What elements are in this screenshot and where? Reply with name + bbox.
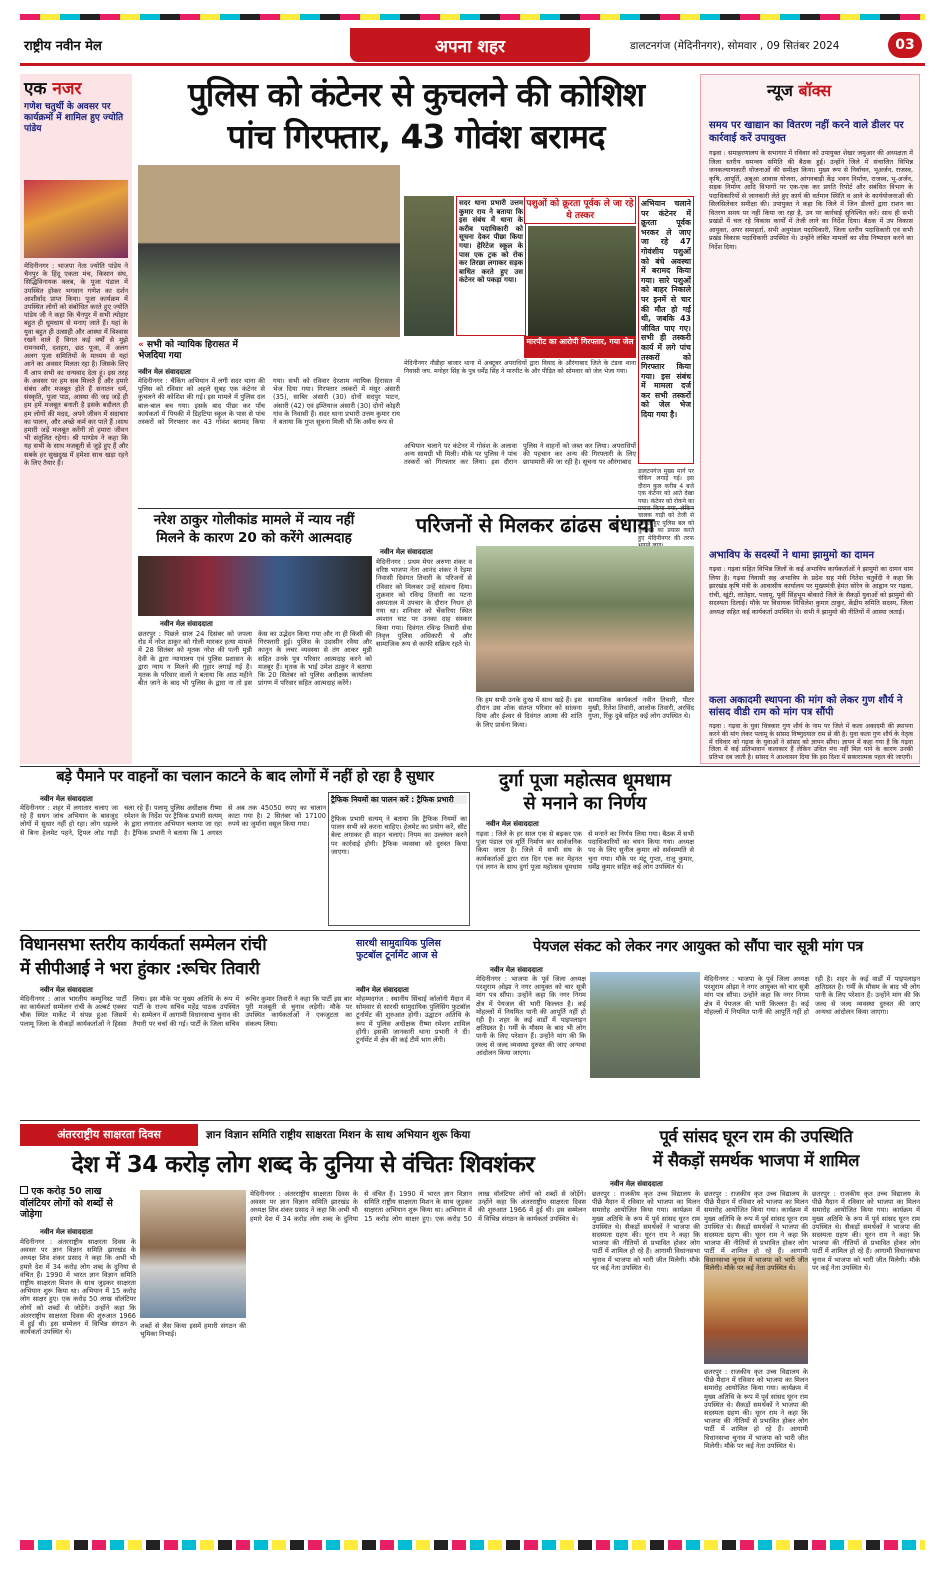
- saksharta-side-title: [20, 1186, 130, 1221]
- peyjal-body-2: मेदिनीनगर : भाजपा के पूर्व जिला अध्यक्ष परशुराम ओझा ने नगर आयुक्त को चार सूत्री मांग पत्र सौंपा। उन्होंने कहा कि नगर निगम क्षेत्र में पेयजल की भारी किल्लत है। कई मोहल्लों में नियमित पानी की आपूर्ति नहीं हो रही है। शहर के कई वार्डों में पाइपलाइन क्षतिग्रस्त है। गर्मी के मौसम के बाद भी लोग पानी के लिए परेशान हैं। उन्होंने मांग की कि जल्द से जल्द व्यवस्था दुरुस्त की जाए अन्यथा आंदोलन किया जाएगा।: [704, 975, 920, 1016]
- vahan-box: [328, 792, 470, 926]
- parijan-col2: कि हम सभी उनके दुःख में साथ खड़े हैं। इस दौरान उस शोक संतप्त परिवार को सांत्वना दिया और ईश्वर से दिवंगत आत्मा की शांति के लिए प्रार्थना किया।: [476, 696, 582, 729]
- peyjal-body: मेदिनीनगर : भाजपा के पूर्व जिला अध्यक्ष परशुराम ओझा ने नगर आयुक्त को चार सूत्री मांग पत्र सौंपा। उन्होंने कहा कि नगर निगम क्षेत्र में पेयजल की भारी किल्लत है। कई मोहल्लों में नियमित पानी की आपूर्ति नहीं हो रही है। शहर के कई वार्डों में पाइपलाइन क्षतिग्रस्त है। गर्मी के मौसम के बाद भी लोग पानी के लिए परेशान हैं। उन्होंने मांग की कि जल्द से जल्द व्यवस्था दुरुस्त की जाए अन्यथा आंदोलन किया जाएगा।: [476, 975, 586, 1057]
- ek-nazar-head: [24, 76, 81, 99]
- lead-photo-caption-text: सभी को न्यायिक हिरासत में भेजदिया गया: [138, 340, 238, 361]
- vahan-box-body: ट्रैफिक प्रभारी सत्यम् ने बताया कि ट्रैफिक नियमों का पालन सभी को करना चाहिए। हेलमेट का प्रयोग करें, सीट बेल्ट लगाकर ही वाहन चलाएं। नियम का उल्लंघन करने पर कार्रवाई होगी। ट्रैफिक व्यवस्था को दुरुस्त किया जाएगा।: [331, 815, 467, 856]
- ghuran-body-3: छतरपुर : राजकीय कृत उच्च विद्यालय के पीछे मैदान में रविवार को भाजपा का मिलन समारोह आयोजित किया गया। कार्यक्रम में मुख्य अतिथि के रूप में पूर्व सांसद घूरन राम उपस्थित थे। सैकड़ों समर्थकों ने भाजपा की सदस्यता ग्रहण की। घूरन राम ने कहा कि भाजपा की नीतियों से प्रभावित होकर लोग पार्टी में शामिल हो रहे हैं। आगामी विधानसभा चुनाव में भाजपा को भारी जीत मिलेगी। मौके पर कई नेता उपस्थित थे।: [812, 1190, 920, 1272]
- lead-photo: [138, 165, 400, 337]
- durga-body: गढ़वा : जिले के हर साल एक से बढ़कर एक पूजा पंडाल एवं मूर्ति निर्माण कर सार्वजनिक किया जाता है। जिले में सभी संघ के कार्यकर्ताओं द्वारा रात दिन एक कर मेहनत एवं लगन के साथ दुर्गा पूजा महोत्सव धूमधाम से मनाने का निर्णय लिया गया। बैठक में सभी पदाधिकारियों का चयन किया गया। अध्यक्ष पद के लिए सुनील कुमार को सर्वसम्मति से चुना गया। मौके पर मंटू गुप्ता, राजू कुमार, धर्मेंद्र कुमार सहित कई लोग उपस्थित थे।: [476, 830, 694, 871]
- page-number: 03: [888, 32, 922, 58]
- lead-byline: नवीन मेल संवाददाता: [138, 368, 191, 376]
- parijan-headline: परिजनों से मिलकर ढांढस बंधाया: [415, 513, 655, 537]
- parijan-byline: नवीन मेल संवाददाता: [380, 548, 433, 556]
- ek-nazar-body: मेदिनीनगर : भाजपा नेता ज्योति पांडेय ने चैनपुर के हिंदू एकता मंच, किसान संघ, सिद्धिविनायक क्लब, के पूजा पंडाल में उपस्थित होकर भगवान गणेश का दर्शन आशीर्वाद प्राप्त किया। पूजा कार्यक्रम में उपस्थित लोगों को संबोधित करते हुए ज्योति पांडेय जी ने कहा कि चैनपुर में सभी त्योहार बहुत ही धूमधाम से मनाए जाते हैं। यहां के युवा बहुत ही उत्साही और आस्था में विश्वास रखने वाले हैं विगत कई वर्षों से मुझे रामनवमी, दशहरा, छठ पूजा, में अलग अलग पूजा समितियों के माध्यम से यहां आने का अवसर मिलता रहा है। जिसके लिए मैं आप सभी का धन्यवाद देता हूं। इस तरह के अवसर पर हम सब मिलते हैं और हमारे संबंध और मजबूत होते हैं सनातन धर्म, संस्कृति, पूजा पाठ, आस्था की जड़ जड़ें ही हम हमें मजबूत बनाती है इसके बदौलत ही हम लोगों की मदद, अपने जीवन में सदाचार का पालन, और अच्छे कर्म कर पाते हैं ।साथ हमारी जड़ें मजबूत करेंगी तो हमारा जीवन भी संतुलित रहेगा। श्री पाण्डेय ने कहा कि यह सभी के साथ मजबूती से जुड़े हुए हैं और सबके हर सुखदुख में हमेशा साथ खड़ा रहने के लिए तैयार हैं।: [24, 262, 128, 467]
- ek-nazar-title: गणेश चतुर्थी के अवसर पर कार्यक्रमों में शामिल हुए ज्योति पांडेय: [24, 102, 124, 134]
- vidhan-body: मेदिनीनगर : आज भारतीय कम्युनिस्ट पार्टी का कार्यकर्ता सम्मेलन रांची के अल्बर्ट एक्का चौक स्थित मार्केट में संपन्न हुआ जिसमें पलामू जिला के सैकड़ों कार्यकर्ताओं ने हिस्सा लिया। इस मौके पर मुख्य अतिथि के रूप में पार्टी के राज्य सचिव महेंद्र पाठक उपस्थित थे। सम्मेलन में आगामी विधानसभा चुनाव की तैयारी पर चर्चा की गई। पार्टी के जिला सचिव रूचिर कुमार तिवारी ने कहा कि पार्टी इस बार पूरी मजबूती से चुनाव लड़ेगी। मौके पर उपस्थित कार्यकर्ताओं ने एकजुटता का संकल्प लिया।: [20, 995, 352, 1028]
- lead-red-caption: [524, 336, 636, 358]
- ek-nazar-word1: एक: [24, 79, 47, 99]
- naresh-headline-1: नरेश ठाकुर गोलीकांड मामले में न्याय नहीं: [153, 512, 355, 528]
- lead-inset-left: [456, 196, 526, 336]
- football-body: मोहम्मदगंज : स्थानीय सिंचाई कॉलोनी मैदान में सोमवार से सारथी सामुदायिक पुलिसिंग फुटबॉल टूर्नामेंट की शुरुआत होगी। उद्घाटन अतिथि के रूप में पुलिस अधीक्षक रीष्मा रमेशन शामिल होंगी। इसकी जानकारी थाना प्रभारी ने दी। टूर्नामेंट में क्षेत्र की कई टीमें भाग लेंगी।: [356, 995, 470, 1045]
- ghuran-body-4: छतरपुर : राजकीय कृत उच्च विद्यालय के पीछे मैदान में रविवार को भाजपा का मिलन समारोह आयोजित किया गया। कार्यक्रम में मुख्य अतिथि के रूप में पूर्व सांसद घूरन राम उपस्थित थे। सैकड़ों समर्थकों ने भाजपा की सदस्यता ग्रहण की। घूरन राम ने कहा कि भाजपा की नीतियों से प्रभावित होकर लोग पार्टी में शामिल हो रहे हैं। आगामी विधानसभा चुनाव में भाजपा को भारी जीत मिलेगी। मौके पर कई नेता उपस्थित थे।: [704, 1368, 808, 1450]
- lead-photo-2: [404, 196, 454, 336]
- saksharta-byline: नवीन मेल संवाददाता: [40, 1228, 93, 1236]
- checkbox-icon: [20, 1186, 28, 1194]
- news-box-word1: न्यूज: [767, 81, 793, 100]
- saksharta-photo: [140, 1190, 246, 1318]
- divider: [20, 1120, 920, 1121]
- lead-inset-banner: [524, 196, 636, 224]
- news-box: [700, 74, 920, 764]
- ghuran-byline: नवीन मेल संवाददाता: [610, 1180, 663, 1188]
- masthead: [20, 26, 925, 66]
- peyjal-photo: [590, 972, 700, 1078]
- saksharta-headline: देश में 34 करोड़ लोग शब्द के दुनिया से वंचितः शिवशंकर: [71, 1152, 535, 1178]
- news-box-s1-title: समय पर खाद्यान का वितरण नहीं करने वाले डीलर पर कार्रवाई करें उपायुक्त: [709, 120, 904, 144]
- durga-headline-1: दुर्गा पूजा महोत्सव धूमधाम: [498, 770, 672, 791]
- lead-headline-1: पुलिस को कंटेनर से कुचलने की कोशिश: [187, 75, 645, 114]
- news-box-s3-title: कला अकादमी स्थापना की मांग को लेकर गुण शौर्य ने सांसद वीडी राम को मांग पत्र सौंपी: [709, 695, 903, 718]
- naresh-body: छतरपुर : पिछले साल 24 दिसंबर को जपला रोड में नरेश ठाकुर को गोली मारकर हत्या मामले में 28 सितंबर को मृतक नरेश की पत्नी मुन्नी देवी के द्वारा न्यायालय एवं पुलिस प्रशासन के द्वारा न्याय न मिलने की गुहार लगाई गई है। मृतक के परिवार वालों ने बताया कि आठ महीने बीत जाने के बाद भी पुलिस के द्वारा ना तो इस केस का उद्भेदन किया गया और ना ही किसी की गिरफ्तारी हुई। पुलिस के उदासीन रवैया और कानून के लचर व्यवस्था से तंग आकर मुन्नी सहित उनके पुत्र परिवार आत्मदाह करने को मजबूर हैं। मृतक के भाई उमेश ठाकुर ने बताया कि 20 सितंबर को पुलिस अधीक्षक कार्यालय प्रांगण में परिवार सहित आत्मदाह करेंगे।: [138, 630, 372, 688]
- lead-red-caption-text: मारपीट का आरोपी गिरफ्तार, गया जेल: [526, 337, 634, 346]
- vidhan-byline: नवीन मेल संवाददाता: [40, 986, 93, 994]
- lead-inset-left-text: सदर थाना प्रभारी उत्तम कुमार राय ने बताया कि इस संबंध में थाना के करीब पदाधिकारी को सूचना देकर पीछा किया गया। हेरिटेज स्कूल के पास एक ट्रक को रोक कर तिरछा लगाकर सड़क बाधित करते हुए उस कंटेनर को पकड़ा गया।: [459, 199, 523, 285]
- lead-body-2: अभियान चलाने पर कंटेनर में गोवंश के अलावा अन्य सामग्री भी मिली। मौके पर पुलिस ने पांच तस्करों को गिरफ्तार कर लिया। इस दौरान पुलिस ने वाहनों को जब्त कर लिया। अपराधियों की पहचान कर अन्य की गिरफ्तारी के लिए छापामारी की जा रही है। सूचना पर औरंगाबाद: [404, 442, 636, 467]
- saksharta-label: [20, 1124, 198, 1146]
- lead-col4: डालटनगंज मुख्य मार्ग पर चेकिंग लगाई गई। इस दौरान कुल करीब 4 बजे एक कंटेनर को आते देखा गया। कंटेनर को रोकने का चालक गाड़ी को तेजी से चलाते हुए पुलिस बल को कुचलते का प्रयास करते हुए मेदिनीनगर की तरफ: [638, 468, 695, 542]
- ghuran-body-2: छतरपुर : राजकीय कृत उच्च विद्यालय के पीछे मैदान में रविवार को भाजपा का मिलन समारोह आयोजित किया गया। कार्यक्रम में मुख्य अतिथि के रूप में पूर्व सांसद घूरन राम उपस्थित थे। सैकड़ों समर्थकों ने भाजपा की सदस्यता ग्रहण की। घूरन राम ने कहा कि भाजपा की नीतियों से प्रभावित होकर लोग पार्टी में शामिल हो रहे हैं। आगामी विधानसभा चुनाव में भाजपा को भारी जीत मिलेगी। मौके पर कई नेता उपस्थित थे।: [704, 1190, 808, 1272]
- masthead-logo: राष्ट्रीय नवीन मेल: [24, 39, 102, 54]
- saksharta-side-title-text: एक करोड़ 50 लाख वॉलंटियर लोगों को शब्दों से जोड़ेगा: [20, 1186, 113, 1221]
- naresh-byline: नवीन मेल संवाददाता: [160, 620, 213, 628]
- football-headline: सारथी सामुदायिक पुलिस फुटबॉल टूर्नामेंट आज से: [356, 938, 441, 961]
- peyjal-headline: पेयजल संकट को लेकर नगर आयुक्त को सौंपा चार सूत्री मांग पत्र: [533, 939, 863, 955]
- section-banner: [350, 28, 590, 62]
- section-title: अपना शहर: [435, 37, 505, 57]
- lead-photo-3: [528, 226, 636, 336]
- saksharta-label-text: अंतरराष्ट्रीय साक्षरता दिवस: [57, 1128, 161, 1141]
- durga-byline: नवीन मेल संवाददाता: [486, 820, 539, 828]
- news-box-s1-body: गढ़वा : समाहरणालय के सभागार में रविवार को उपायुक्त शेखर जमुआर की अध्यक्षता में जिला स्तरीय समन्वय समिति की बैठक हुई। उन्होंने जिले में संचालित विभिन्न जनकल्याणकारी योजनाओं की समीक्षा किया। मुख्य रूप से निर्वाचन, भूअर्जन, राजस्व, कृषि, आपूर्ति, अबुआ आवास योजना, आंगनबाड़ी केंद्र भवन निर्माण, राजस्व, भू-अर्जन, सड़क निर्माण आदि विभागों पर एक-एक कर प्रगति रिपोर्ट और संबंधित विभाग के पदाधिकारियों से जानकारी लेते हुए कार्य की वर्तमान स्थिति व आने के कार्ययोजनाओं की सिलसिलेवार समीक्षा की। उपायुक्त ने कहा कि जिले में जिन डीलरों द्वारा राशन का वितरण समय पर नहीं किया जा रहा है, उन पर कार्रवाई सुनिश्चित करें। साथ ही सभी प्रखंडों में चल रहे विकास कार्यों में तेजी लाने का निर्देश दिया। बैठक में उप विकास आयुक्त, अपर समाहर्ता, सभी अनुमंडल पदाधिकारी, जिला स्तरीय पदाधिकारी एवं सभी प्रखंड विकास पदाधिकारी उपस्थित थे। उन्होंने लंबित मामलों का शीघ्र निष्पादन करने का निर्देश दिया।: [709, 149, 913, 251]
- news-box-s2-title: अभाविप के सदस्यों ने थामा झामुमो का दामन: [709, 550, 874, 561]
- naresh-headline-2: मिलने के कारण 20 को करेंगे आत्मदाह: [156, 530, 352, 546]
- top-color-strip: [20, 14, 925, 20]
- lead-photo-caption: « सभी को न्यायिक हिरासत में भेजदिया गया: [138, 340, 238, 361]
- ek-nazar-word2: नजर: [52, 79, 82, 99]
- ghuran-headline-2: में सैकड़ों समर्थक भाजपा में शामिल: [652, 1151, 860, 1170]
- lead-inset-right-text: अभियान चलाने पर कंटेनर में क्रूरता पूर्वक भरकर ले जाए जा रहे 47 गोवंशीय पशुओं को बंधे अवस्था में बरामद किया गया। सारे पशुओं को बाहर निकाले पर इनमें से चार की मौत हो गई थी, जबकि 43 जीवित पाए गए। सभी ही तस्करी कार्य में लगे पांच तस्करों को गिरफ्तार किया गया। इस संबंध में मामला दर्ज कर सभी तस्करों को जेल भेज दिया गया है।: [641, 199, 691, 420]
- divider: [20, 766, 920, 767]
- news-box-word2: बॉक्स: [798, 81, 832, 100]
- vahan-headline: बड़े पैमाने पर वाहनों का चलान काटने के बाद लोगों में नहीं हो रहा है सुधार: [56, 769, 434, 785]
- vidhan-headline-1: विधानसभा स्तरीय कार्यकर्ता सम्मेलन रांची: [20, 935, 267, 955]
- vahan-body: मेदिनीनगर : शहर में लगातार चलाए जा रहे हैं सघन जांच अभियान के बावजूद लोगों में सुधार नहीं हो रहा। लोग धड़ल्ले से बिना हेलमेट पहने, ट्रिपल लोड गाड़ी चला रहे हैं। पलामू पुलिस अधीक्षक रीष्मा रमेशन के निर्देश पर ट्रैफिक प्रभारी सत्यम् के द्वारा लगातार अभियान चलाया जा रहा है। ट्रैफिक प्रभारी ने बताया कि 1 अगस्त से अब तक 45050 रुपए का चालान काटा गया है। 2 सितंबर को 17100 रुपये का जुर्माना वसूल किया गया।: [20, 804, 326, 837]
- divider: [20, 930, 920, 931]
- lead-body: मेदिनीनगर : चैंकिंग अभियान में लगी सदर थाना की पुलिस को रविवार को अहले सुबह एक कंटेनर से कुचलने की कोशिश की गई। इस मामले में पुलिस दल बाल-बाल बच गया। इसके बाद पीछा कर पाँच कार्यकर्ता में पियकी में डिहटिया स्कूल के पास से पांच तस्करों को गिरफ्तार कर 43 गोवंश बरामद किया गया। सभी को रविवार देरशाम न्यायिक हिरासत में भेज दिया गया। गिरफ्तार तस्करों में मंसूर अंसारी (35), साबिर अंसारी (30) दोनों सदपुर पाटन, अंसारी (42) एवं इम्तियाज अंसारी (30) दोनों कोइरी गांव के निवासी हैं। सदर थाना प्रभारी उत्तम कुमार राय ने बताया कि गुप्त सूचना मिली थी कि अवैध रूप से: [138, 377, 400, 427]
- ghuran-body-1: छतरपुर : राजकीय कृत उच्च विद्यालय के पीछे मैदान में रविवार को भाजपा का मिलन समारोह आयोजित किया गया। कार्यक्रम में मुख्य अतिथि के रूप में पूर्व सांसद घूरन राम उपस्थित थे। सैकड़ों समर्थकों ने भाजपा की सदस्यता ग्रहण की। घूरन राम ने कहा कि भाजपा की नीतियों से प्रभावित होकर लोग पार्टी में शामिल हो रहे हैं। आगामी विधानसभा चुनाव में भाजपा को भारी जीत मिलेगी। मौके पर कई नेता उपस्थित थे।: [592, 1190, 700, 1272]
- ghuran-headline-1: पूर्व सांसद घूरन राम की उपस्थिति: [659, 1127, 853, 1146]
- lead-inset-banner-text: पशुओं को क्रूरता पूर्वक ले जा रहे थे तस्कर: [526, 199, 634, 221]
- saksharta-body-1: मेदिनीनगर : अंतरराष्ट्रीय साक्षरता दिवस के अवसर पर ज्ञान विज्ञान समिति झारखंड के अध्यक्ष शिव शंकर प्रसाद ने कहा कि अभी भी हमारे देश में 34 करोड़ लोग शब्द के दुनिया से वंचित हैं। 1990 में भारत ज्ञान विज्ञान समिति राष्ट्रीय साक्षरता मिशन के साथ जुड़कर साक्षरता अभियान शुरू किया था। अभियान में 15 करोड़ लोग साक्षर हुए। एक करोड़ 50 लाख वॉलंटियर लोगों को शब्दों से जोड़ेंगे। उन्होंने कहा कि अंतरराष्ट्रीय साक्षरता दिवस की शुरुआत 1966 में हुई थी। इस सम्मेलन में विभिन्न संगठन के कार्यकर्ता उपस्थित थे।: [20, 1238, 136, 1337]
- vidhan-headline-2: में सीपीआई ने भरा हुंकार :रूचिर तिवारी: [20, 959, 260, 979]
- vahan-box-title: ट्रैफिक नियमों का पालन करें : ट्रैफिक प्रभारी: [331, 795, 467, 804]
- parijan-body: मेदिनीनगर : प्रथम मेयर अरुणा शंकर व वरिष्ठ भाजपा नेता आनंद शंकर ने रेड़मा निवासी दिवंगत तिवारी के परिजनों से रविवार को मिलकर उन्हें सांत्वना दिया। शुक्रवार को रविन्द्र तिवारी का पटना अस्पताल में उपचार के दौरान निधन हो गया था। शनिवार को चेंकरिया स्थित श्मशान घाट पर उनका दाह संस्कार किया गया। दिवंगत रविन्द्र तिवारी सेवा निवृत्त पुलिस अधिकारी थे और सामाजिक रूप से काफी सक्रिय रहते थे।: [376, 558, 472, 649]
- news-box-head: [767, 79, 831, 101]
- saksharta-body-2: मेदिनीनगर : अंतरराष्ट्रीय साक्षरता दिवस के अवसर पर ज्ञान विज्ञान समिति झारखंड के अध्यक्ष शिव शंकर प्रसाद ने कहा कि अभी भी हमारे देश में 34 करोड़ लोग शब्द के दुनिया से वंचित हैं। 1990 में भारत ज्ञान विज्ञान समिति राष्ट्रीय साक्षरता मिशन के साथ जुड़कर साक्षरता अभियान शुरू किया था। अभियान में 15 करोड़ लोग साक्षर हुए। एक करोड़ 50 लाख वॉलंटियर लोगों को शब्दों से जोड़ेंगे। उन्होंने कहा कि अंतरराष्ट्रीय साक्षरता दिवस की शुरुआत 1966 में हुई थी। इस सम्मेलन में विभिन्न संगठन के कार्यकर्ता उपस्थित थे।: [250, 1190, 586, 1223]
- dateline: डालटनगंज (मेदिनीनगर), सोमवार , 09 सितंबर 2024: [630, 40, 840, 52]
- lead-small-caption: मेदिनीनगर नौडीहा बाजार थाना में अक्टूबर अपराधियों द्वारा विवाद के औरंगाबाद जिले के टंडवा थाना निवासी जय. मनोहर सिंह के पुत्र धर्मेंद्र सिंह ने मारपीट के और पीड़ित को सोमवार को जेल भेजा गया।: [404, 360, 636, 375]
- peyjal-byline: नवीन मेल संवाददाता: [490, 966, 543, 974]
- parijan-col3: सामाजिक कार्यकर्ता नवीन तिवारी, पीटर मुखी, रितेश तिवारी, आलोक तिवारी, अरविंद गुप्ता, रिंकु दुबे सहित कई लोग उपस्थित थे।: [588, 696, 694, 721]
- football-byline: नवीन मेल संवाददाता: [356, 986, 409, 994]
- vahan-byline: नवीन मेल संवाददाता: [40, 795, 93, 803]
- ek-nazar-column: [20, 74, 132, 764]
- lead-inset-right: [638, 196, 694, 464]
- parijan-photo: [476, 546, 694, 692]
- divider: [138, 508, 694, 509]
- naresh-photo: [138, 556, 372, 616]
- news-box-s2-body: गढ़वा : गढ़वा सहित विभिन्न जिलों के कई अभाविप कार्यकर्ताओं ने झामुमो का दामन थाम लिया है। गढ़वा निवासी सह अभाविप के प्रदेश सह मंत्री नितेश चतुर्वेदी ने कहा कि झारखंड कृषि मंत्री के आवासीय कार्यालय पर मुख्यमंत्री हेमंत सोरेन के आह्वान पर गढ़वा, रांची, खूंटी, लातेहार, पलामू, पूर्वी सिंहभूम बोकारो जिले के सैकड़ों युवाओं को झामुमो की सदस्यता दिलाई। मौके पर विधायक मिथिलेश कुमार ठाकुर, केंद्रीय समिति सदस्य, जिला अध्यक्ष सहित कई कार्यकर्ता उपस्थित थे। सभी ने झामुमो की नीतियों में आस्था जताई।: [709, 565, 913, 616]
- saksharta-photo-caption: शब्दों से लैस किया इसमें हमारी संगठन की भूमिका निभाई।: [140, 1322, 246, 1339]
- news-box-s3-body: गढ़वा : गढ़वा के युवा चित्रकार गुण शौर्य के नाम पर जिले में कला अकादमी की स्थापना करने की मांग लेकर पलामू के सांसद विष्णुदयाल राम से की है। युवा कला गुण शौर्य के नेतृत्व में रविवार को गढ़वा के युवाओं ने सांसद को ज्ञापन सौंपा। ज्ञापन में कहा गया है कि गढ़वा जिला में कई प्रतिभावान कलाकार हैं लेकिन उचित मंच नहीं मिल पाने के कारण उनकी प्रतिभा दब जाती है। सांसद ने आश्वासन दिया कि इस दिशा में सकारात्मक पहल की जाएगी।: [709, 723, 913, 762]
- bottom-color-strip: [20, 1540, 925, 1550]
- durga-headline-2: से मनाने का निर्णय: [523, 793, 647, 814]
- lead-headline-2: पांच गिरफ्तार, 43 गोवंश बरामद: [227, 117, 605, 156]
- saksharta-kicker: ज्ञान विज्ञान समिति राष्ट्रीय साक्षरता मिशन के साथ अभियान शुरू किया: [206, 1129, 471, 1141]
- ek-nazar-photo: [24, 180, 128, 258]
